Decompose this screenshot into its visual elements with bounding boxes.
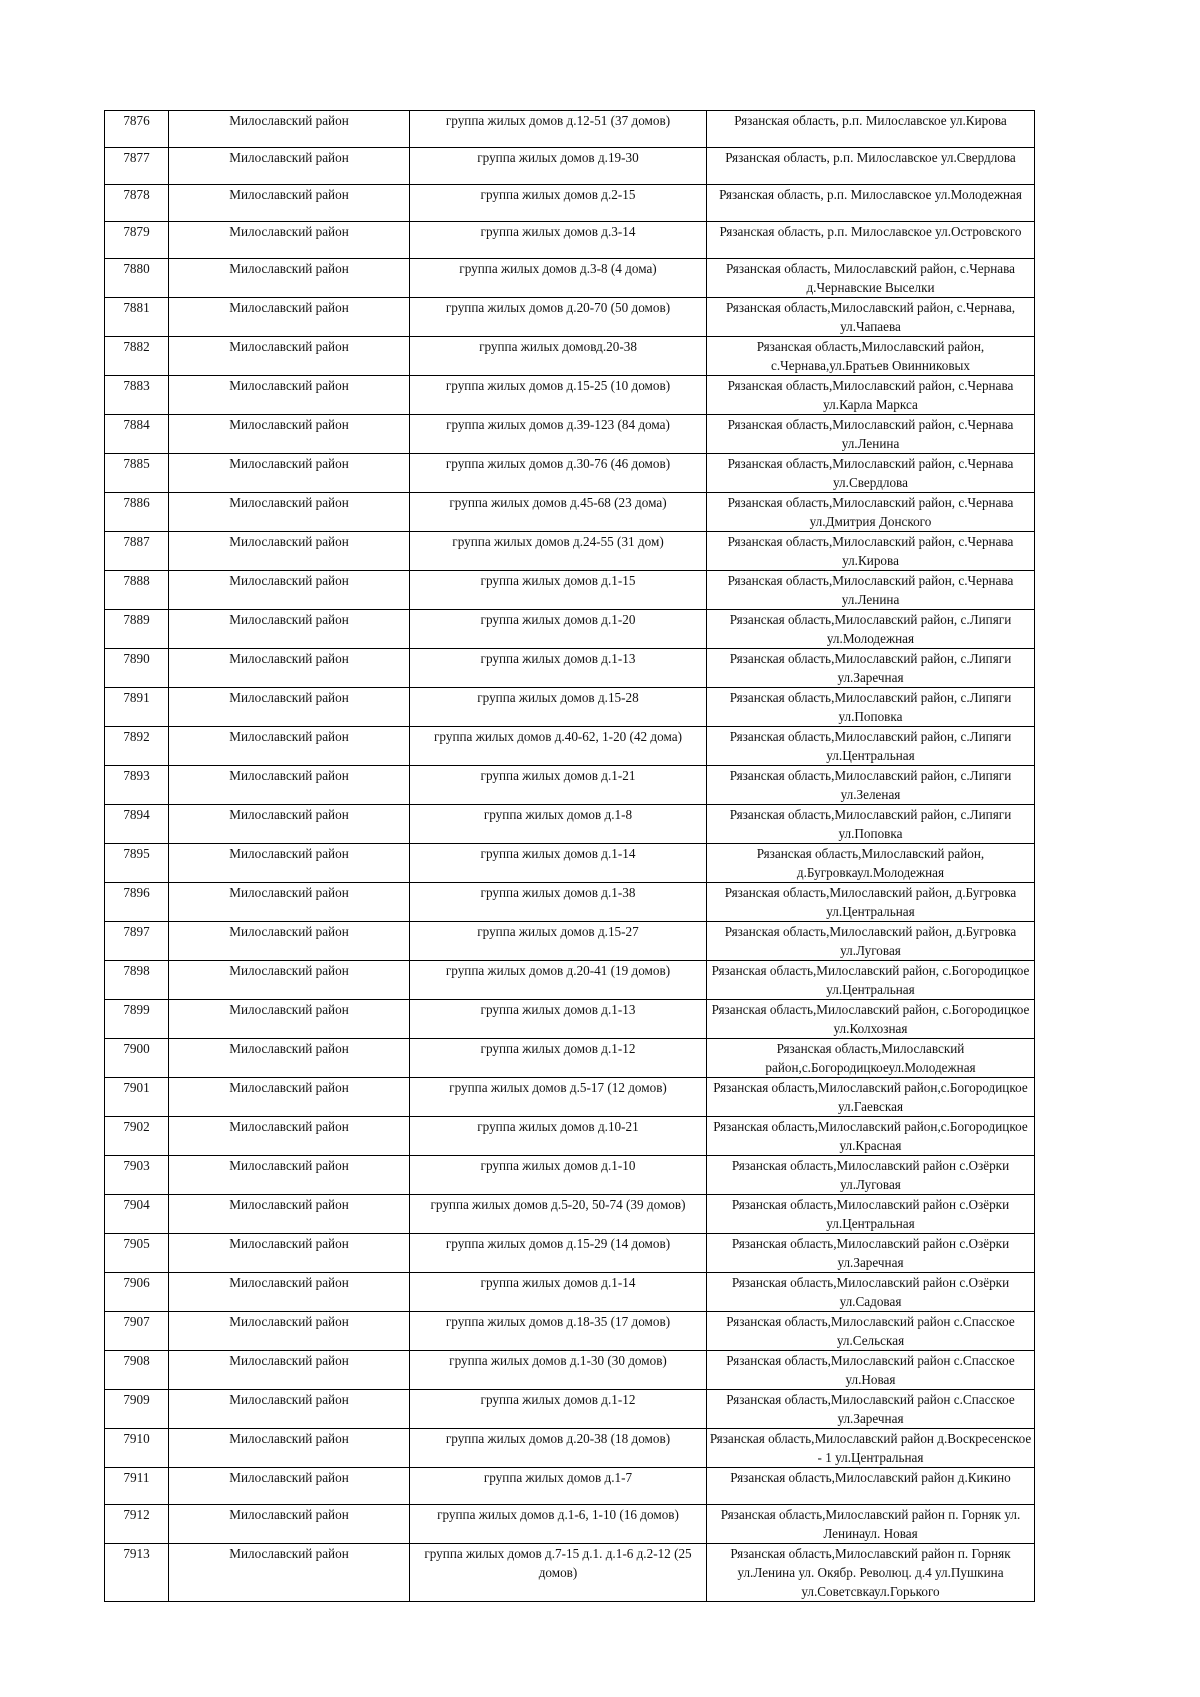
object-cell: группа жилых домов д.3-8 (4 дома) xyxy=(410,259,707,298)
district-cell: Милославский район xyxy=(169,1273,410,1312)
district-cell: Милославский район xyxy=(169,1156,410,1195)
address-cell: Рязанская область,Милославский район, с.Богородицкое ул.Колхозная xyxy=(707,1000,1035,1039)
address-cell: Рязанская область,Милославский район п. Горняк ул.Ленина ул. Окябр. Революц. д.4 ул.Пушкина ул.Советсвкаул.Горького xyxy=(707,1544,1035,1602)
address-cell: Рязанская область,Милославский район, с.Чернава ул.Свердлова xyxy=(707,454,1035,493)
table-row xyxy=(105,1505,1035,1544)
address-cell: Рязанская область,Милославский район, с.Липяги ул.Зеленая xyxy=(707,766,1035,805)
address-cell: Рязанская область,Милославский район, с.Чернава ул.Ленина xyxy=(707,415,1035,454)
district-cell: Милославский район xyxy=(169,1505,410,1544)
housing-registry-table xyxy=(104,110,1035,1602)
table-row xyxy=(105,376,1035,415)
object-cell: группа жилых домов д.30-76 (46 домов) xyxy=(410,454,707,493)
table-row xyxy=(105,222,1035,259)
row-number-cell: 7876 xyxy=(105,111,169,148)
district-cell: Милославский район xyxy=(169,766,410,805)
object-cell: группа жилых домов д.3-14 xyxy=(410,222,707,259)
district-cell: Милославский район xyxy=(169,185,410,222)
row-number-cell: 7896 xyxy=(105,883,169,922)
object-cell: группа жилых домов д.1-38 xyxy=(410,883,707,922)
district-cell: Милославский район xyxy=(169,1117,410,1156)
object-cell: группа жилых домов д.24-55 (31 дом) xyxy=(410,532,707,571)
address-cell: Рязанская область, р.п. Милославское ул.Свердлова xyxy=(707,148,1035,185)
table-row xyxy=(105,337,1035,376)
table-row xyxy=(105,1195,1035,1234)
row-number-cell: 7909 xyxy=(105,1390,169,1429)
district-cell: Милославский район xyxy=(169,1234,410,1273)
table-row xyxy=(105,610,1035,649)
address-cell: Рязанская область,Милославский район, с.Липяги ул.Молодежная xyxy=(707,610,1035,649)
object-cell: группа жилых домов д.2-15 xyxy=(410,185,707,222)
district-cell: Милославский район xyxy=(169,727,410,766)
row-number-cell: 7878 xyxy=(105,185,169,222)
row-number-cell: 7908 xyxy=(105,1351,169,1390)
address-cell: Рязанская область, Милославский район, с.Чернава д.Чернавские Выселки xyxy=(707,259,1035,298)
row-number-cell: 7890 xyxy=(105,649,169,688)
address-cell: Рязанская область,Милославский район, с.Липяги ул.Поповка xyxy=(707,805,1035,844)
object-cell: группа жилых домов д.39-123 (84 дома) xyxy=(410,415,707,454)
row-number-cell: 7893 xyxy=(105,766,169,805)
table-row xyxy=(105,766,1035,805)
table-row xyxy=(105,1468,1035,1505)
address-cell: Рязанская область,Милославский район,с.Богородицкоеул.Молодежная xyxy=(707,1039,1035,1078)
address-cell: Рязанская область,Милославский район с.Спасское ул.Новая xyxy=(707,1351,1035,1390)
district-cell: Милославский район xyxy=(169,337,410,376)
object-cell: группа жилых домовд.20-38 xyxy=(410,337,707,376)
table-row xyxy=(105,259,1035,298)
address-cell: Рязанская область,Милославский район,с.Богородицкое ул.Красная xyxy=(707,1117,1035,1156)
row-number-cell: 7877 xyxy=(105,148,169,185)
row-number-cell: 7885 xyxy=(105,454,169,493)
district-cell: Милославский район xyxy=(169,1195,410,1234)
address-cell: Рязанская область, р.п. Милославское ул.Молодежная xyxy=(707,185,1035,222)
object-cell: группа жилых домов д.20-41 (19 домов) xyxy=(410,961,707,1000)
row-number-cell: 7903 xyxy=(105,1156,169,1195)
district-cell: Милославский район xyxy=(169,1468,410,1505)
district-cell: Милославский район xyxy=(169,298,410,337)
table-row xyxy=(105,1544,1035,1602)
address-cell: Рязанская область,Милославский район, с.Липяги ул.Поповка xyxy=(707,688,1035,727)
table-row xyxy=(105,1273,1035,1312)
registry-table-body xyxy=(105,111,1035,1602)
table-row xyxy=(105,1000,1035,1039)
table-row xyxy=(105,649,1035,688)
row-number-cell: 7907 xyxy=(105,1312,169,1351)
object-cell: группа жилых домов д.1-15 xyxy=(410,571,707,610)
row-number-cell: 7895 xyxy=(105,844,169,883)
row-number-cell: 7898 xyxy=(105,961,169,1000)
object-cell: группа жилых домов д.5-20, 50-74 (39 домов) xyxy=(410,1195,707,1234)
address-cell: Рязанская область,Милославский район, с.Липяги ул.Центральная xyxy=(707,727,1035,766)
address-cell: Рязанская область, р.п. Милославское ул.Кирова xyxy=(707,111,1035,148)
row-number-cell: 7900 xyxy=(105,1039,169,1078)
address-cell: Рязанская область,Милославский район, с.Богородицкое ул.Центральная xyxy=(707,961,1035,1000)
object-cell: группа жилых домов д.19-30 xyxy=(410,148,707,185)
object-cell: группа жилых домов д.1-7 xyxy=(410,1468,707,1505)
table-row xyxy=(105,1429,1035,1468)
district-cell: Милославский район xyxy=(169,1039,410,1078)
district-cell: Милославский район xyxy=(169,415,410,454)
district-cell: Милославский район xyxy=(169,571,410,610)
row-number-cell: 7888 xyxy=(105,571,169,610)
object-cell: группа жилых домов д.1-14 xyxy=(410,844,707,883)
object-cell: группа жилых домов д.12-51 (37 домов) xyxy=(410,111,707,148)
table-row xyxy=(105,727,1035,766)
table-row xyxy=(105,1390,1035,1429)
row-number-cell: 7884 xyxy=(105,415,169,454)
row-number-cell: 7883 xyxy=(105,376,169,415)
object-cell: группа жилых домов д.1-6, 1-10 (16 домов) xyxy=(410,1505,707,1544)
row-number-cell: 7901 xyxy=(105,1078,169,1117)
district-cell: Милославский район xyxy=(169,805,410,844)
table-row xyxy=(105,111,1035,148)
table-row xyxy=(105,454,1035,493)
object-cell: группа жилых домов д.5-17 (12 домов) xyxy=(410,1078,707,1117)
district-cell: Милославский район xyxy=(169,493,410,532)
table-row xyxy=(105,415,1035,454)
object-cell: группа жилых домов д.40-62, 1-20 (42 дома) xyxy=(410,727,707,766)
table-row xyxy=(105,493,1035,532)
district-cell: Милославский район xyxy=(169,148,410,185)
district-cell: Милославский район xyxy=(169,111,410,148)
district-cell: Милославский район xyxy=(169,454,410,493)
district-cell: Милославский район xyxy=(169,610,410,649)
row-number-cell: 7913 xyxy=(105,1544,169,1602)
table-row xyxy=(105,688,1035,727)
row-number-cell: 7910 xyxy=(105,1429,169,1468)
district-cell: Милославский район xyxy=(169,1351,410,1390)
district-cell: Милославский район xyxy=(169,883,410,922)
row-number-cell: 7897 xyxy=(105,922,169,961)
row-number-cell: 7889 xyxy=(105,610,169,649)
object-cell: группа жилых домов д.1-14 xyxy=(410,1273,707,1312)
table-row xyxy=(105,844,1035,883)
object-cell: группа жилых домов д.20-38 (18 домов) xyxy=(410,1429,707,1468)
address-cell: Рязанская область,Милославский район, с.Чернава ул.Ленина xyxy=(707,571,1035,610)
address-cell: Рязанская область,Милославский район с.Озёрки ул.Заречная xyxy=(707,1234,1035,1273)
object-cell: группа жилых домов д.15-25 (10 домов) xyxy=(410,376,707,415)
address-cell: Рязанская область,Милославский район, с.Чернава ул.Дмитрия Донского xyxy=(707,493,1035,532)
row-number-cell: 7905 xyxy=(105,1234,169,1273)
district-cell: Милославский район xyxy=(169,222,410,259)
row-number-cell: 7882 xyxy=(105,337,169,376)
object-cell: группа жилых домов д.15-27 xyxy=(410,922,707,961)
district-cell: Милославский район xyxy=(169,1078,410,1117)
address-cell: Рязанская область,Милославский район с.Озёрки ул.Луговая xyxy=(707,1156,1035,1195)
table-row xyxy=(105,1078,1035,1117)
district-cell: Милославский район xyxy=(169,1390,410,1429)
row-number-cell: 7906 xyxy=(105,1273,169,1312)
object-cell: группа жилых домов д.1-10 xyxy=(410,1156,707,1195)
table-row xyxy=(105,148,1035,185)
address-cell: Рязанская область,Милославский район с.Озёрки ул.Центральная xyxy=(707,1195,1035,1234)
row-number-cell: 7886 xyxy=(105,493,169,532)
address-cell: Рязанская область,Милославский район, с.Чернава, ул.Чапаева xyxy=(707,298,1035,337)
object-cell: группа жилых домов д.20-70 (50 домов) xyxy=(410,298,707,337)
table-row xyxy=(105,1039,1035,1078)
address-cell: Рязанская область,Милославский район п. Горняк ул. Ленинаул. Новая xyxy=(707,1505,1035,1544)
object-cell: группа жилых домов д.1-30 (30 домов) xyxy=(410,1351,707,1390)
address-cell: Рязанская область,Милославский район, д.Бугровка ул.Центральная xyxy=(707,883,1035,922)
district-cell: Милославский район xyxy=(169,1429,410,1468)
object-cell: группа жилых домов д.1-13 xyxy=(410,1000,707,1039)
object-cell: группа жилых домов д.10-21 xyxy=(410,1117,707,1156)
address-cell: Рязанская область,Милославский район с.Спасское ул.Сельская xyxy=(707,1312,1035,1351)
object-cell: группа жилых домов д.1-8 xyxy=(410,805,707,844)
address-cell: Рязанская область,Милославский район, д.Бугровка ул.Луговая xyxy=(707,922,1035,961)
district-cell: Милославский район xyxy=(169,259,410,298)
row-number-cell: 7894 xyxy=(105,805,169,844)
table-row xyxy=(105,883,1035,922)
address-cell: Рязанская область,Милославский район, с.Чернава ул.Кирова xyxy=(707,532,1035,571)
table-row xyxy=(105,185,1035,222)
district-cell: Милославский район xyxy=(169,844,410,883)
table-row xyxy=(105,1117,1035,1156)
district-cell: Милославский район xyxy=(169,688,410,727)
row-number-cell: 7879 xyxy=(105,222,169,259)
row-number-cell: 7887 xyxy=(105,532,169,571)
table-row xyxy=(105,1234,1035,1273)
object-cell: группа жилых домов д.45-68 (23 дома) xyxy=(410,493,707,532)
row-number-cell: 7881 xyxy=(105,298,169,337)
table-row xyxy=(105,1312,1035,1351)
address-cell: Рязанская область,Милославский район, с.Чернава ул.Карла Маркса xyxy=(707,376,1035,415)
district-cell: Милославский район xyxy=(169,922,410,961)
table-row xyxy=(105,805,1035,844)
table-row xyxy=(105,922,1035,961)
district-cell: Милославский район xyxy=(169,649,410,688)
table-row xyxy=(105,1156,1035,1195)
object-cell: группа жилых домов д.1-21 xyxy=(410,766,707,805)
district-cell: Милославский район xyxy=(169,1000,410,1039)
row-number-cell: 7891 xyxy=(105,688,169,727)
district-cell: Милославский район xyxy=(169,961,410,1000)
address-cell: Рязанская область,Милославский район,с.Богородицкое ул.Гаевская xyxy=(707,1078,1035,1117)
object-cell: группа жилых домов д.15-28 xyxy=(410,688,707,727)
address-cell: Рязанская область,Милославский район д.Воскресенское - 1 ул.Центральная xyxy=(707,1429,1035,1468)
district-cell: Милославский район xyxy=(169,1312,410,1351)
address-cell: Рязанская область,Милославский район, с.Чернава,ул.Братьев Овинниковых xyxy=(707,337,1035,376)
district-cell: Милославский район xyxy=(169,1544,410,1602)
table-row xyxy=(105,298,1035,337)
address-cell: Рязанская область,Милославский район, с.Липяги ул.Заречная xyxy=(707,649,1035,688)
address-cell: Рязанская область,Милославский район, д.Бугровкаул.Молодежная xyxy=(707,844,1035,883)
row-number-cell: 7902 xyxy=(105,1117,169,1156)
object-cell: группа жилых домов д.1-13 xyxy=(410,649,707,688)
row-number-cell: 7899 xyxy=(105,1000,169,1039)
object-cell: группа жилых домов д.15-29 (14 домов) xyxy=(410,1234,707,1273)
object-cell: группа жилых домов д.1-20 xyxy=(410,610,707,649)
district-cell: Милославский район xyxy=(169,532,410,571)
row-number-cell: 7880 xyxy=(105,259,169,298)
address-cell: Рязанская область,Милославский район с.Спасское ул.Заречная xyxy=(707,1390,1035,1429)
table-row xyxy=(105,1351,1035,1390)
table-row xyxy=(105,961,1035,1000)
object-cell: группа жилых домов д.1-12 xyxy=(410,1039,707,1078)
object-cell: группа жилых домов д.18-35 (17 домов) xyxy=(410,1312,707,1351)
address-cell: Рязанская область,Милославский район д.Кикино xyxy=(707,1468,1035,1505)
table-row xyxy=(105,571,1035,610)
district-cell: Милославский район xyxy=(169,376,410,415)
row-number-cell: 7904 xyxy=(105,1195,169,1234)
table-row xyxy=(105,532,1035,571)
row-number-cell: 7892 xyxy=(105,727,169,766)
address-cell: Рязанская область,Милославский район с.Озёрки ул.Садовая xyxy=(707,1273,1035,1312)
row-number-cell: 7911 xyxy=(105,1468,169,1505)
object-cell: группа жилых домов д.1-12 xyxy=(410,1390,707,1429)
object-cell: группа жилых домов д.7-15 д.1. д.1-6 д.2-12 (25 домов) xyxy=(410,1544,707,1602)
row-number-cell: 7912 xyxy=(105,1505,169,1544)
address-cell: Рязанская область, р.п. Милославское ул.Островского xyxy=(707,222,1035,259)
